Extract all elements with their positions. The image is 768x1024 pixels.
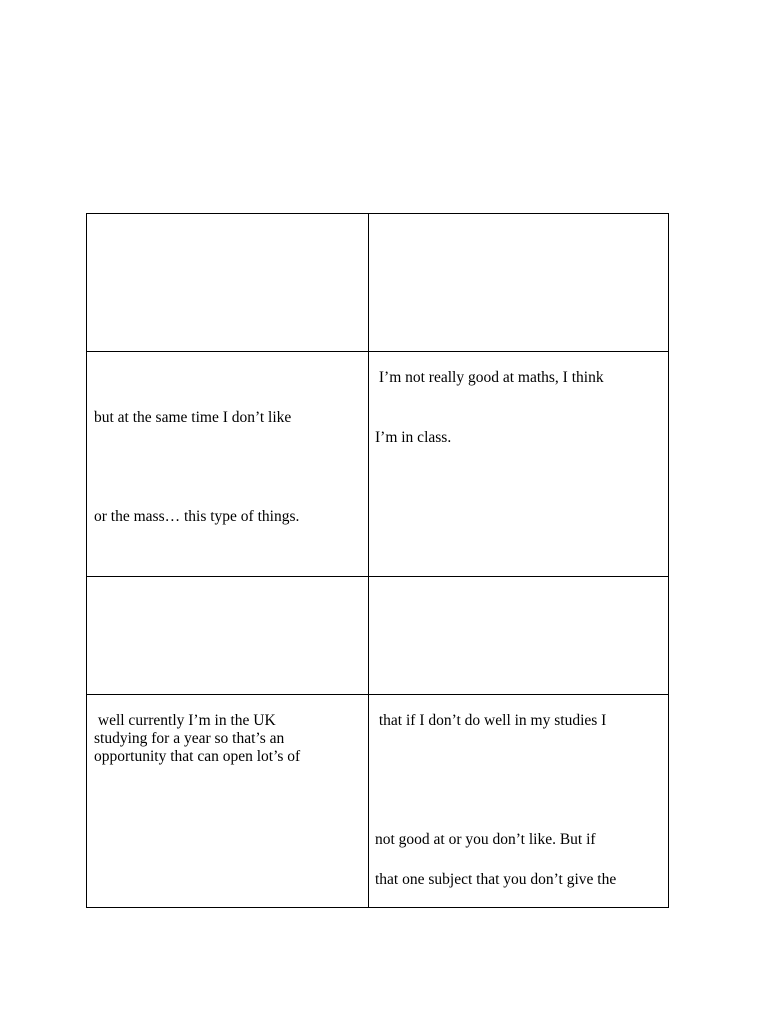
- table-cell-r4-left: [87, 695, 368, 907]
- text-line: I’m in class.: [375, 429, 452, 446]
- table-cell-r3-left: [87, 577, 368, 694]
- text-line: I’m not really good at maths, I think: [375, 369, 604, 386]
- table-cell-r3-right: [369, 577, 669, 694]
- text-line: or the mass… this type of things.: [94, 508, 300, 525]
- table-cell-r1-left: [87, 214, 368, 351]
- text-line: studying for a year so that’s an: [94, 730, 285, 747]
- table-cell-r2-left: [87, 352, 368, 576]
- table-cell-r2-right: [369, 352, 669, 576]
- text-line: well currently I’m in the UK: [94, 712, 276, 729]
- transcript-table: [86, 213, 669, 908]
- text-line: opportunity that can open lot’s of: [94, 748, 301, 765]
- text-line: that if I don’t do well in my studies I: [375, 712, 607, 729]
- table-cell-r4-right: [369, 695, 669, 907]
- text-line: but at the same time I don’t like: [94, 409, 292, 426]
- text-line: that one subject that you don’t give the: [375, 871, 617, 888]
- table-cell-r1-right: [369, 214, 669, 351]
- text-line: not good at or you don’t like. But if: [375, 831, 596, 848]
